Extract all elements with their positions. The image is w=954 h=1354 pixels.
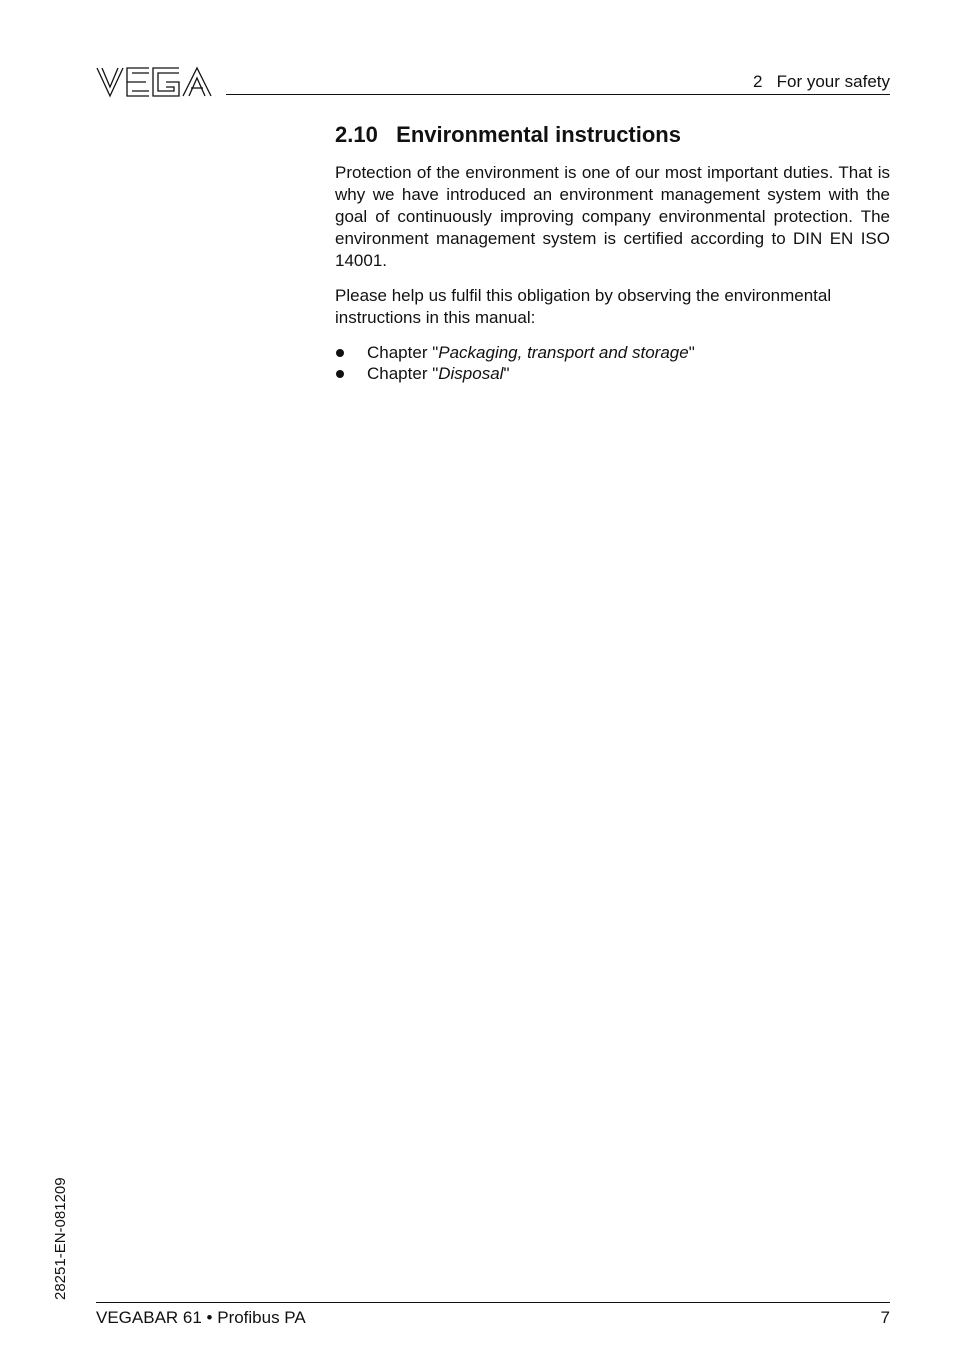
section-body: [335, 162, 890, 384]
footer-rule: [96, 1302, 890, 1303]
section-title: 2.10 Environmental instructions: [335, 122, 681, 147]
bullet-icon: [336, 370, 344, 378]
header-rule: [226, 94, 890, 95]
vega-logo-icon: [96, 66, 214, 98]
paragraph-obligation: Please help us fulfil this obligation by observing the environmental instructions in this manual:: [335, 286, 832, 327]
document-id: 28251-EN-081209: [52, 1177, 69, 1300]
chapter-reference-link: Disposal: [438, 364, 504, 383]
list-item: Chapter "Packaging, transport and storage": [335, 342, 890, 363]
list-item: Chapter "Disposal": [335, 363, 890, 384]
page-number: 7: [880, 1308, 890, 1327]
footer-product-name: VEGABAR 61 • Profibus PA: [96, 1308, 306, 1327]
header-section-title: 2 For your safety: [753, 72, 890, 91]
vega-logo: [96, 66, 214, 98]
chapter-list: [335, 342, 890, 384]
chapter-reference-link: Packaging, transport and storage: [438, 343, 689, 362]
bullet-icon: [336, 349, 344, 357]
paragraph-environment: Protection of the environment is one of our most important duties. That is why we have introduced an environment management system with the goal of continuously improving company environmental protection. The environment management system is certified according to DIN EN ISO 14001.: [335, 163, 890, 270]
